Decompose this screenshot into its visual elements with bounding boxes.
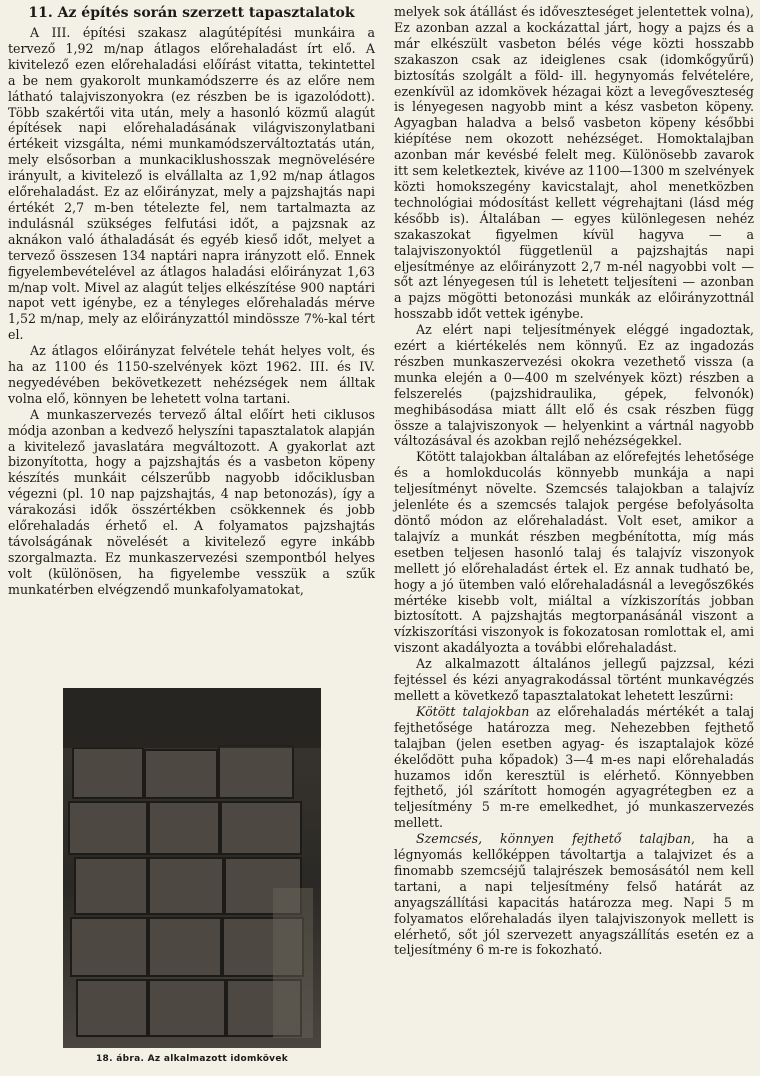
left-column: [8, 4, 375, 598]
paragraph: [394, 704, 754, 831]
figure-caption: 18. ábra. Az alkalmazott idomkövek: [95, 1054, 289, 1064]
photo-illustration: [63, 688, 321, 1048]
paragraph: A III. építési szakasz alagútépítési munkáira a tervező 1,92 m/nap átlagos előrehaladást írt elő. A kivitelező ezen előrehaladási előírást vitatta, tekintettel a be nem gyakorolt munkamódszerre és az előre nem látható talajviszonyokra (ez részben be is igazolódott). Több szakértői vita után, mely a hasonló közmű alagút építések napi előrehaladásának világviszonylatbani értékeit vizsgálta, némi munkamódszerváltoztatás után, mely elsősorban a munkaciklushosszak megnövelésére irányult, a kivitelező is elvállalta az 1,92 m/nap átlagos előrehaladást. Ez az előirányzat, mely a pajzshajtás napi értékét 2,7 m-ben tételezte fel, nem tartalmazta az indulásnál szükséges felfutási időt, a pajzsnak az aknákon való áthaladását és egyéb kieső időt, melyet a tervező összesen 134 naptári napra irányzott elő. Ennek figyelembevételével az átlagos haladási előirányzat 1,63 m/nap volt. Mivel az alagút teljes elkészítése 900 naptári napot vett igénybe, ez a tényleges előrehaladás mérve 1,52 m/nap, mely az előirányzattól mindössze 7%-kal tért el.: [8, 25, 375, 343]
paragraph: Az elért napi teljesítmények eléggé ingadoztak, ezért a kiértékelés nem könnyű. Ez az ingadozás részben munkaszervezési okokra vezethető vissza (a munka elején a 0—400 m szelvények közt) részben a felszerelés (pajzshidraulika, gépek, felvonók) meghibásodása miatt állt elő és csak részben függ össze a talajviszonyok — helyenkint a vártnál nagyobb változásával és azokban rejlő nehézségekkel.: [394, 322, 754, 449]
paragraph: melyek sok átállást és időveszteséget jelentettek volna), Ez azonban azzal a kockázattal járt, hogy a pajzs és a már elkészült vasbeton bélés vége közti hosszabb szakaszon csak az ideiglenes csak (idomkőgyűrű) biztosítás szolgált a föld- ill. hegynyomás felvételére, ezenkívül az idomkövek hézagai közt a levegőveszteség is lényegesen nagyobb mint a kész vasbeton köpeny. Agyagban haladva a belső vasbeton köpeny későbbi kiépítése nem okozott nehézséget. Homoktalajban azonban már kevésbé felelt meg. Különösebb zavarok itt sem keletkeztek, kivéve az 1100—1300 m szelvények közti homokszegény kavicstalajt, ahol menetközben technológiai módosítást kellett végrehajtani (lásd még később is). Általában — egyes különlegesen nehéz szakaszokat figyelmen kívül hagyva — a talajviszonyoktól függetlenül a pajzshajtás napi eljesítménye az előirányzott 2,7 m-nél nagyobbi volt — sőt azt lényegesen túl is lehetett teljesíteni — azonban a pajzs mögötti betonozási munkák az előirányzottnál hosszabb időt vettek igénybe.: [394, 4, 754, 322]
emphasis-term: Szemcsés, könnyen fejthető talajban: [416, 831, 691, 847]
paragraph: Az átlagos előirányzat felvétele tehát helyes volt, és ha az 1100 és 1150-szelvények közt 1962. III. és IV. negyedévében bekövetkezett nehézségek nem álltak volna elő, könnyen be lehetett volna tartani.: [8, 343, 375, 406]
paragraph-text: , ha a légnyomás kellőképpen távoltartja a talajvizet és a finomabb szemcséjű talajrészek bemosásától nem kell tartani, a napi teljesítmény felső határát az anyagszállítási kapacitás határozza meg. Napi 5 m folyamatos előrehaladás ilyen talajviszonyok mellett is elérhető, sőt jól szervezett anyagszállítás esetén ez a teljesítmény 6 m-re is fokozható.: [394, 831, 754, 958]
paragraph: Kötött talajokban általában az előrefejtés lehetősége és a homlokducolás könnyebb munkája a napi teljesítményt növelte. Szemcsés talajokban a talajvíz jelenléte és a szemcsés talajok pergése befolyásolta döntő módon az előrehaladást. Volt eset, amikor a talajvíz a munkát részben megbénította, míg más esetben teljesen hasonló talaj és talajvíz viszonyok mellett jó előrehaladást értek el. Ez annak tudható be, hogy a jó ütemben való előrehaladásnál a levegősz6kés mértéke kisebb volt, miáltal a vízkiszorítás jobban biztosított. A pajzshajtás megtorpanásánál viszont a vízkiszorítási viszonyok is fokozatosan romlottak el, ami viszont akadályozta a további előrehaladást.: [394, 449, 754, 656]
paragraph: [394, 831, 754, 958]
figure-photo-shaped-stones: [63, 688, 321, 1048]
emphasis-term: Kötött talajokban: [416, 703, 530, 719]
paragraph-text: az előrehaladás mértékét a talaj fejthetősége határozza meg. Nehezebben fejthető talajban (jelen esetben agyag- és iszaptalajok közé ékelődött puha kőpadok) 3—4 m-es napi előrehaladás huzamos időn keresztül is elérhető. Könnyebben fejthető, jól szárított homogén agyagrétegben ez a teljesítmény 5 m-re emelkedhet, jó munkaszervezés mellett.: [394, 703, 754, 831]
paragraph: Az alkalmazott általános jellegű pajzzsal, kézi fejtéssel és kézi anyagrakodással történt munkavégzés mellett a következő tapasztalatokat lehetett leszűrni:: [394, 656, 754, 703]
paragraph: A munkaszervezés tervező által előírt heti ciklusos módja azonban a kedvező helyszíni tapasztalatok alapján a kivitelező javaslatára megváltozott. A gyakorlat azt bizonyította, hogy a pajzshajtás és a vasbeton köpeny készítés munkáit célszerűbb nagyobb időciklusban végezni (pl. 10 nap pajzshajtás, 4 nap betonozás), így a várakozási idők összértékben csökkennek és jobb előrehaladás érhető el. A folyamatos pajzshajtás távolságának növelését a kivitelező egyre inkább szorgalmazta. Ez munkaszervezési szempontból helyes volt (különösen, ha figyelembe vesszük a szűk munkatérben elvégzendő munkafolyamatokat,: [8, 406, 375, 597]
right-column: [394, 4, 754, 958]
section-heading: 11. Az építés során szerzett tapasztalatok: [28, 5, 355, 21]
